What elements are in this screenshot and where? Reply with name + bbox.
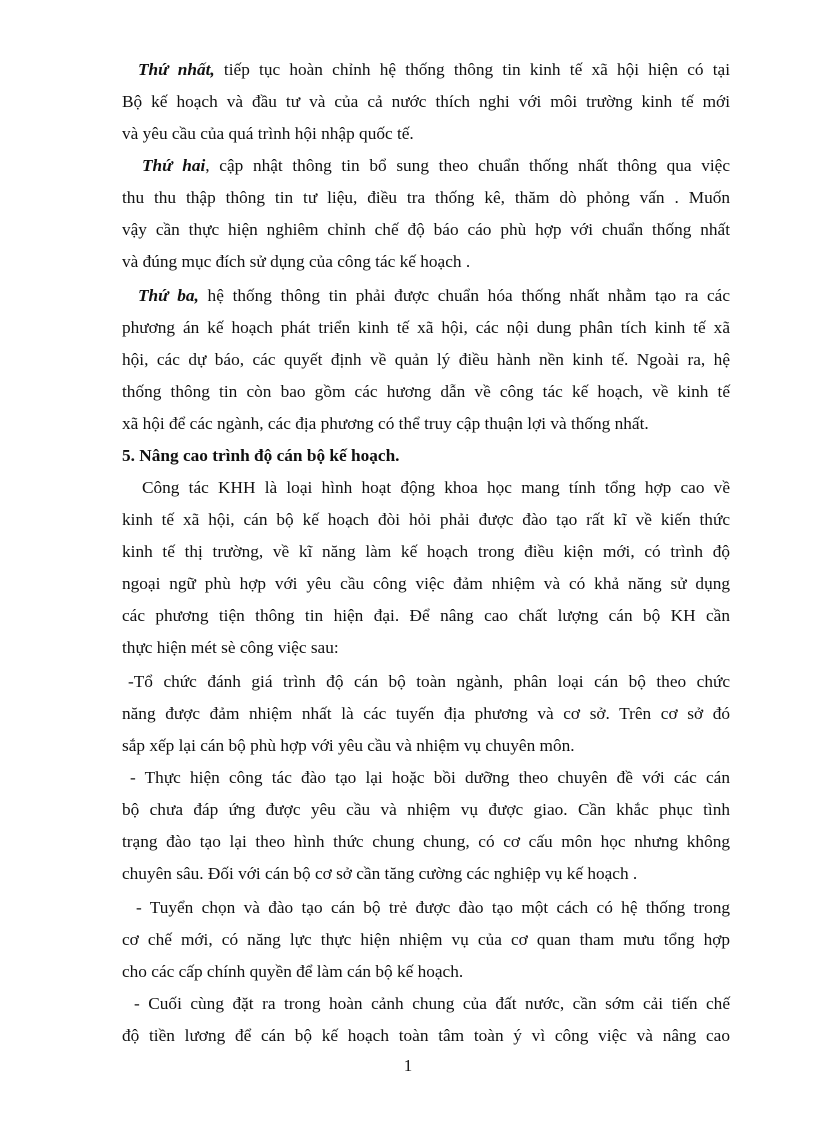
text-line: và yêu cầu của quá trình hội nhập quốc tế. [122, 124, 414, 143]
text-line: cho các cấp chính quyền để làm cán bộ kế hoạch. [122, 962, 464, 981]
text-line: - Thực hiện công tác đào tạo lại hoặc bồi dưỡng theo chuyên đề với các cán [130, 768, 730, 787]
text-line: ngoại ngữ phù hợp với yêu cầu công việc đảm nhiệm và có khả năng sử dụng [122, 574, 730, 593]
text-line: Công tác KHH là loại hình hoạt động khoa học mang tính tổng hợp cao về [142, 478, 730, 497]
lead-label: Thứ ba, [138, 286, 199, 305]
text-line: thống thông tin còn bao gồm các hương dẫn về công tác kế hoạch, về kinh tế [122, 382, 730, 401]
text-line: -Tổ chức đánh giá trình độ cán bộ toàn ngành, phân loại cán bộ theo chức [128, 672, 730, 691]
text-line: kinh tế thị trường, về kĩ năng làm kế hoạch trong điều kiện mới, có trình độ [122, 542, 730, 561]
text-line: năng được đảm nhiệm nhất là các tuyến địa phương và cơ sở. Trên cơ sở đó [122, 704, 730, 723]
text-line: Thứ ba, hệ thống thông tin phải được chuẩn hóa thống nhất nhằm tạo ra các [138, 286, 730, 305]
text-line: độ tiền lương để cán bộ kế hoạch toàn tâm toàn ý vì công việc và nâng cao [122, 1026, 730, 1045]
text-line: - Cuối cùng đặt ra trong hoàn cảnh chung của đất nước, cần sớm cải tiến chế [134, 994, 730, 1013]
lead-label: Thứ hai [142, 156, 206, 175]
text-line: trạng đào tạo lại theo hình thức chung chung, có cơ cấu môn học nhưng không [122, 832, 730, 851]
section-heading: 5. Nâng cao trình độ cán bộ kế hoạch. [122, 446, 400, 465]
page-number: 1 [403, 1056, 413, 1075]
text-line: xã hội để các ngành, các địa phương có thể truy cập thuận lợi và thống nhất. [122, 414, 649, 433]
text-line: Thứ hai, cập nhật thông tin bổ sung theo chuẩn thống nhất thông qua việc [142, 156, 730, 175]
text-line: chuyên sâu. Đối với cán bộ cơ sở cần tăng cường các nghiệp vụ kế hoạch . [122, 864, 638, 883]
text-line: thực hiện mét sè công việc sau: [122, 638, 339, 657]
text-line: Bộ kế hoạch và đầu tư và của cả nước thích nghi với môi trường kinh tế mới [122, 92, 730, 111]
text-line: hội, các dự báo, các quyết định về quản lý điều hành nền kinh tế. Ngoài ra, hệ [122, 350, 730, 369]
text-line: Thứ nhất, tiếp tục hoàn chỉnh hệ thống thông tin kinh tế xã hội hiện có tại [138, 60, 730, 79]
text-line: sắp xếp lại cán bộ phù hợp với yêu cầu và nhiệm vụ chuyên môn. [122, 736, 575, 755]
text-line: thu thu thập thông tin tư liệu, điều tra thống kê, thăm dò phỏng vấn . Muốn [122, 188, 730, 207]
lead-label: Thứ nhất, [138, 60, 215, 79]
text-line: - Tuyển chọn và đào tạo cán bộ trẻ được đào tạo một cách có hệ thống trong [136, 898, 730, 917]
text-line: vậy cần thực hiện nghiêm chỉnh chế độ báo cáo phù hợp với chuẩn thống nhất [122, 220, 730, 239]
text-line: các phương tiện thông tin hiện đại. Để nâng cao chất lượng cán bộ KH cần [122, 606, 730, 625]
text-line: kinh tế xã hội, cán bộ kế hoạch đòi hỏi phải được đào tạo rất kĩ về kiến thức [122, 510, 730, 529]
text-line: phương án kế hoạch phát triển kinh tế xã hội, các nội dung phân tích kinh tế xã [122, 318, 730, 337]
text-line: và đúng mục đích sử dụng của công tác kế hoạch . [122, 252, 471, 271]
text-line: cơ chế mới, có năng lực thực hiện nhiệm vụ của cơ quan tham mưu tổng hợp [122, 930, 730, 949]
text-line: bộ chưa đáp ứng được yêu cầu và nhiệm vụ được giao. Cần khắc phục tình [122, 800, 730, 819]
